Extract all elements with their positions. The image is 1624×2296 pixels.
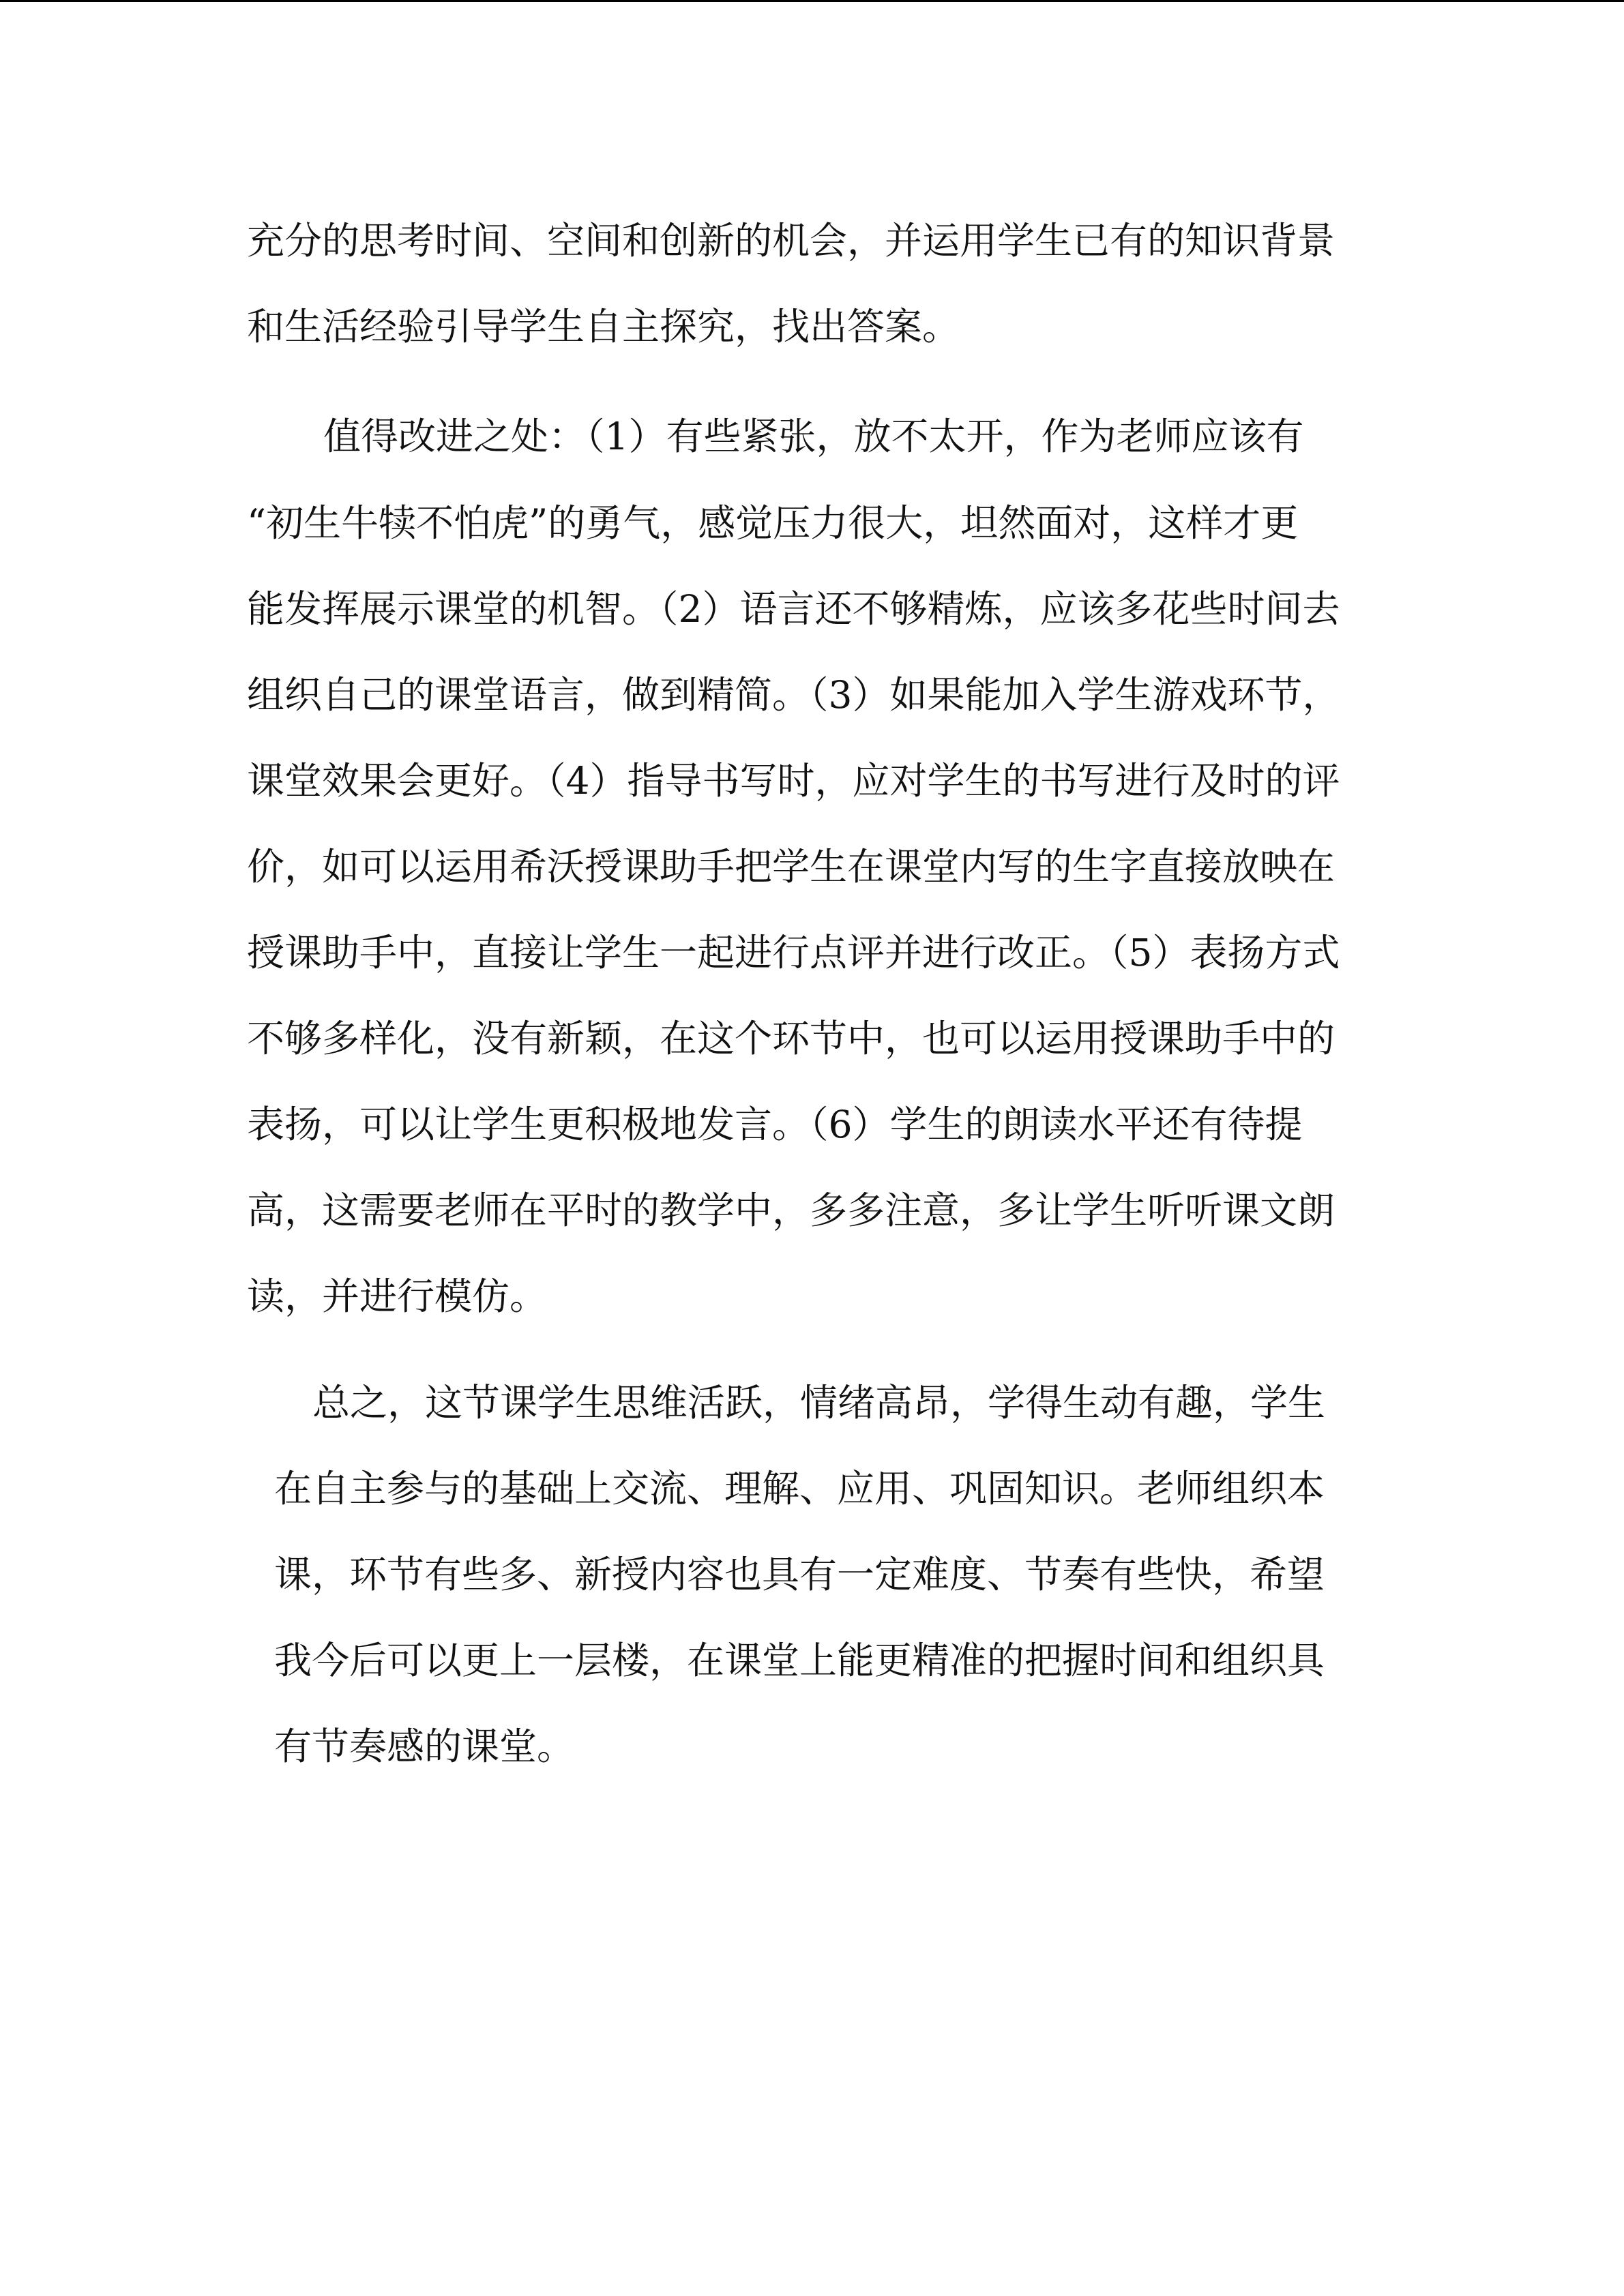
paragraph-2-line-5: 课堂效果会更好。（4）指导书写时，应对学生的书写进行及时的评 — [247, 759, 1340, 803]
paragraph-3-line-2: 在自主参与的基础上交流、理解、应用、巩固知识。老师组织本 — [274, 1467, 1325, 1510]
paragraph-2-line-9: 表扬，可以让学生更积极地发言。（6）学生的朗读水平还有待提 — [247, 1103, 1303, 1146]
paragraph-2-line-11: 读，并进行模仿。 — [247, 1274, 548, 1318]
paragraph-2-line-2: “初生牛犊不怕虎”的勇气，感觉压力很大，坦然面对，这样才更 — [247, 501, 1299, 545]
paragraph-3-line-1: 总之，这节课学生思维活跃，情绪高昂，学得生动有趣，学生 — [312, 1381, 1326, 1425]
paragraph-3-line-5: 有节奏感的课堂。 — [274, 1725, 575, 1768]
paragraph-1-line-1: 充分的思考时间、空间和创新的机会，并运用学生已有的知识背景 — [247, 219, 1335, 263]
paragraph-2-line-7: 授课助手中，直接让学生一起进行点评并进行改正。（5）表扬方式 — [247, 931, 1340, 974]
paragraph-2-line-6: 价，如可以运用希沃授课助手把学生在课堂内写的生字直接放映在 — [247, 845, 1335, 889]
paragraph-2-line-8: 不够多样化，没有新颖，在这个环节中，也可以运用授课助手中的 — [247, 1017, 1335, 1060]
paragraph-1-line-2: 和生活经验引导学生自主探究，找出答案。 — [247, 305, 960, 348]
paragraph-2-line-10: 高，这需要老师在平时的教学中，多多注意，多让学生听听课文朗 — [247, 1189, 1335, 1232]
paragraph-3-line-3: 课，环节有些多、新授内容也具有一定难度、节奏有些快，希望 — [274, 1553, 1325, 1596]
paragraph-3-line-4: 我今后可以更上一层楼，在课堂上能更精准的把握时间和组织具 — [274, 1639, 1325, 1682]
paragraph-2-line-1: 值得改进之处：（1）有些紧张，放不太开，作为老师应该有 — [323, 415, 1304, 458]
top-border-line — [0, 0, 1624, 2]
paragraph-2-line-3: 能发挥展示课堂的机智。（2）语言还不够精炼，应该多花些时间去 — [247, 587, 1340, 631]
paragraph-2-line-4: 组织自己的课堂语言，做到精简。（3）如果能加入学生游戏环节， — [247, 673, 1340, 717]
